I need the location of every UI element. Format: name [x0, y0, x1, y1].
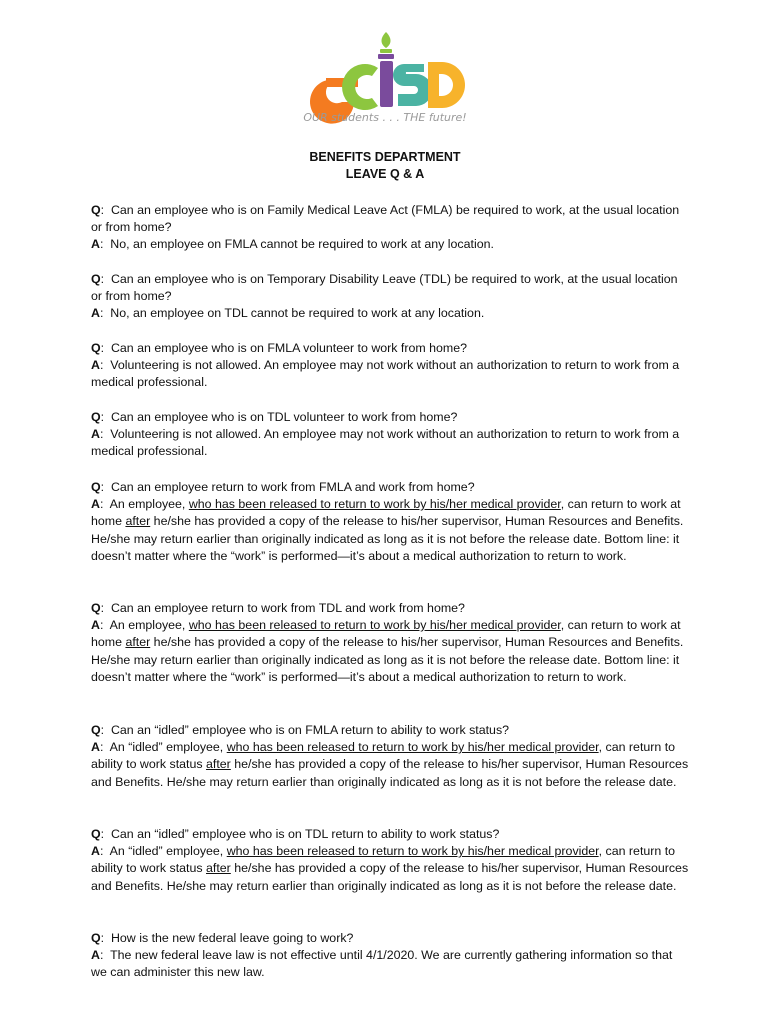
- question: Q: Can an employee return to work from TDL and work from home?: [91, 601, 465, 615]
- qa-item: [91, 202, 691, 254]
- question: Q: Can an employee who is on TDL volunteer to work from home?: [91, 410, 458, 424]
- qa-item: [91, 600, 691, 686]
- qa-item: [91, 930, 691, 982]
- answer: A: No, an employee on TDL cannot be required to work at any location.: [91, 306, 485, 321]
- question: Q: Can an “idled” employee who is on FMLA return to ability to work status?: [91, 723, 510, 737]
- answer: A: An “idled” employee, who has been released to return to work by his/her medical provider, can return to ability to work status after he/she has provided a copy of the release to his/her supervisor, Human Resources and Benefits. He/she may return earlier than originally indicated as long as it is not before the release date.: [91, 844, 689, 893]
- answer: A: An employee, who has been released to return to work by his/her medical provider, can return to work at home after he/she has provided a copy of the release to his/her supervisor, Human Resources and Benefits. He/she may return earlier than originally indicated as long as it is not before the release date. Bottom line: it doesn’t matter where the “work” is performed—it’s about a medical authorization to return to work.: [91, 497, 684, 563]
- answer: A: The new federal leave law is not effective until 4/1/2020. We are currently gathering information so that we can administer this new law.: [91, 948, 673, 980]
- qa-item: [91, 271, 691, 323]
- document-title: LEAVE Q & A: [345, 167, 425, 181]
- logo-tagline: OUR students . . . THE future!: [303, 111, 467, 124]
- answer: A: No, an employee on FMLA cannot be required to work at any location.: [91, 237, 494, 252]
- question: Q: Can an employee return to work from FMLA and work from home?: [91, 480, 475, 494]
- question: Q: Can an employee who is on Family Medical Leave Act (FMLA) be required to work, at the usual location or from home?: [91, 203, 680, 235]
- answer: A: Volunteering is not allowed. An employee may not work without an authorization to return to work from a medical professional.: [91, 358, 680, 390]
- qa-item: [91, 340, 691, 392]
- question: Q: Can an employee who is on FMLA volunteer to work from home?: [91, 341, 468, 355]
- answer: A: Volunteering is not allowed. An employee may not work without an authorization to return to work from a medical professional.: [91, 427, 680, 459]
- question: Q: Can an “idled” employee who is on TDL return to ability to work status?: [91, 827, 500, 841]
- department-title: BENEFITS DEPARTMENT: [309, 150, 461, 164]
- qa-item: [91, 826, 691, 895]
- qa-item: [91, 409, 691, 461]
- qa-item: [91, 722, 691, 791]
- qa-item: [91, 479, 691, 565]
- answer: A: An “idled” employee, who has been released to return to work by his/her medical provider, can return to ability to work status after he/she has provided a copy of the release to his/her supervisor, Human Resources and Benefits. He/she may return earlier than originally indicated as long as it is not before the release date.: [91, 740, 689, 789]
- question: Q: How is the new federal leave going to work?: [91, 931, 354, 945]
- answer: A: An employee, who has been released to return to work by his/her medical provider, can return to work at home after he/she has provided a copy of the release to his/her supervisor, Human Resources and Benefits. He/she may return earlier than originally indicated as long as it is not before the release date. Bottom line: it doesn’t matter where the “work” is performed—it’s about a medical authorization to return to work.: [91, 618, 684, 684]
- question: Q: Can an employee who is on Temporary Disability Leave (TDL) be required to work, at the usual location or from home?: [91, 272, 678, 304]
